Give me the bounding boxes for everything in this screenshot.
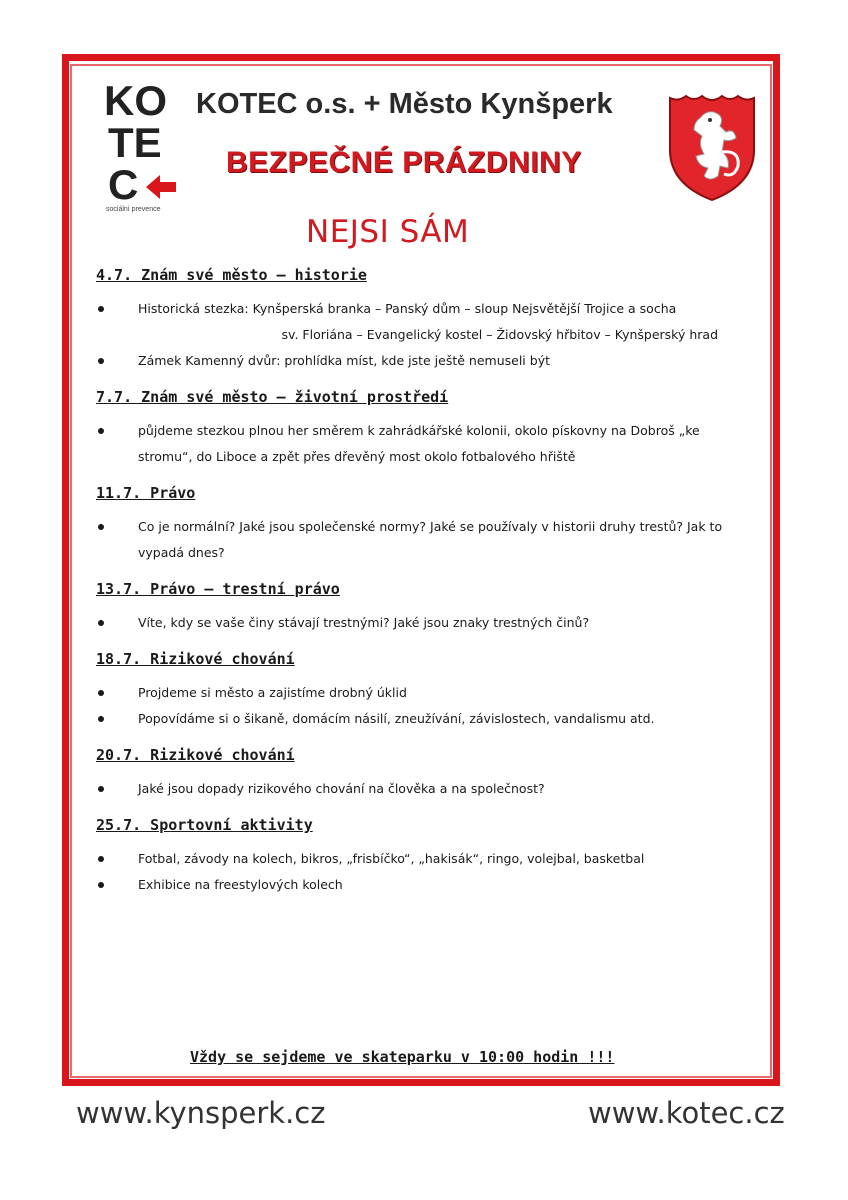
section-heading: 11.7. Právo: [96, 484, 196, 502]
list-item: [96, 610, 756, 636]
section-list: [96, 846, 756, 898]
item-continuation: sv. Floriána – Evangelický kostel – Židovský hřbitov – Kynšperský hrad: [281, 327, 718, 342]
bullet-icon: [98, 358, 104, 364]
logo-subtitle: sociální prevence: [106, 206, 161, 213]
list-item: [96, 296, 756, 348]
bullet-icon: [98, 716, 104, 722]
section-list: [96, 296, 756, 374]
section-list: [96, 514, 756, 566]
section-list: [96, 610, 756, 636]
meeting-note: Vždy se sejdeme ve skateparku v 10:00 hodin !!!: [190, 1048, 615, 1066]
kynsperk-url[interactable]: www.kynsperk.cz: [76, 1096, 326, 1130]
item-text: půjdeme stezkou plnou her směrem k zahrádkářské kolonii, okolo pískovny na Dobroš „ke stromu“, do Liboce a zpět přes dřevěný most okolo fotbalového hřiště: [138, 423, 700, 464]
org-title: KOTEC o.s. + Město Kynšperk: [196, 88, 613, 120]
list-item: [96, 872, 756, 898]
bullet-icon: [98, 524, 104, 530]
kotec-url[interactable]: www.kotec.cz: [588, 1096, 785, 1130]
item-text: Exhibice na freestylových kolech: [138, 877, 343, 892]
coat-of-arms-icon: [664, 92, 760, 204]
schedule: [96, 266, 756, 912]
list-item: [96, 514, 756, 566]
bullet-icon: [98, 306, 104, 312]
section-list: [96, 418, 756, 470]
bullet-icon: [98, 620, 104, 626]
section-heading: 7.7. Znám své město – životní prostředí: [96, 388, 449, 406]
list-item: [96, 680, 756, 706]
item-text: Projdeme si město a zajistíme drobný úklid: [138, 685, 407, 700]
item-text: Co je normální? Jaké jsou společenské normy? Jaké se používaly v historii druhy trestů? Jak to vypadá dnes?: [138, 519, 723, 560]
item-text: Fotbal, závody na kolech, bikros, „frisbíčko“, „hakisák“, ringo, volejbal, basketbal: [138, 851, 645, 866]
bullet-icon: [98, 882, 104, 888]
list-item: [96, 418, 756, 470]
section-list: [96, 680, 756, 732]
bullet-icon: [98, 856, 104, 862]
section-heading: 13.7. Právo – trestní právo: [96, 580, 340, 598]
headline: BEZPEČNÉ PRÁZDNINY: [226, 146, 582, 179]
list-item: [96, 846, 756, 872]
subheadline: NEJSI SÁM: [306, 214, 470, 250]
kotec-logo: [104, 78, 184, 218]
logo-letters-2: TE: [108, 119, 162, 166]
item-text: Historická stezka: Kynšperská branka – Panský dům – sloup Nejsvětější Trojice a socha: [138, 301, 677, 316]
logo-letters-3: C: [108, 161, 139, 208]
section-heading: 20.7. Rizikové chování: [96, 746, 295, 764]
item-text: Víte, kdy se vaše činy stávají trestnými? Jaké jsou znaky trestných činů?: [138, 615, 590, 630]
list-item: [96, 706, 756, 732]
section-heading: 25.7. Sportovní aktivity: [96, 816, 313, 834]
arrow-icon: [144, 172, 178, 202]
bullet-icon: [98, 428, 104, 434]
item-text: Jaké jsou dopady rizikového chování na člověka a na společnost?: [138, 781, 545, 796]
logo-letters-1: KO: [104, 77, 167, 124]
bullet-icon: [98, 786, 104, 792]
section-list: [96, 776, 756, 802]
section-heading: 4.7. Znám své město – historie: [96, 266, 367, 284]
item-text: Zámek Kamenný dvůr: prohlídka míst, kde jste ještě nemuseli být: [138, 353, 550, 368]
section-heading: 18.7. Rizikové chování: [96, 650, 295, 668]
item-text: Popovídáme si o šikaně, domácím násilí, zneužívání, závislostech, vandalismu atd.: [138, 711, 655, 726]
list-item: [96, 348, 756, 374]
bullet-icon: [98, 690, 104, 696]
list-item: [96, 776, 756, 802]
